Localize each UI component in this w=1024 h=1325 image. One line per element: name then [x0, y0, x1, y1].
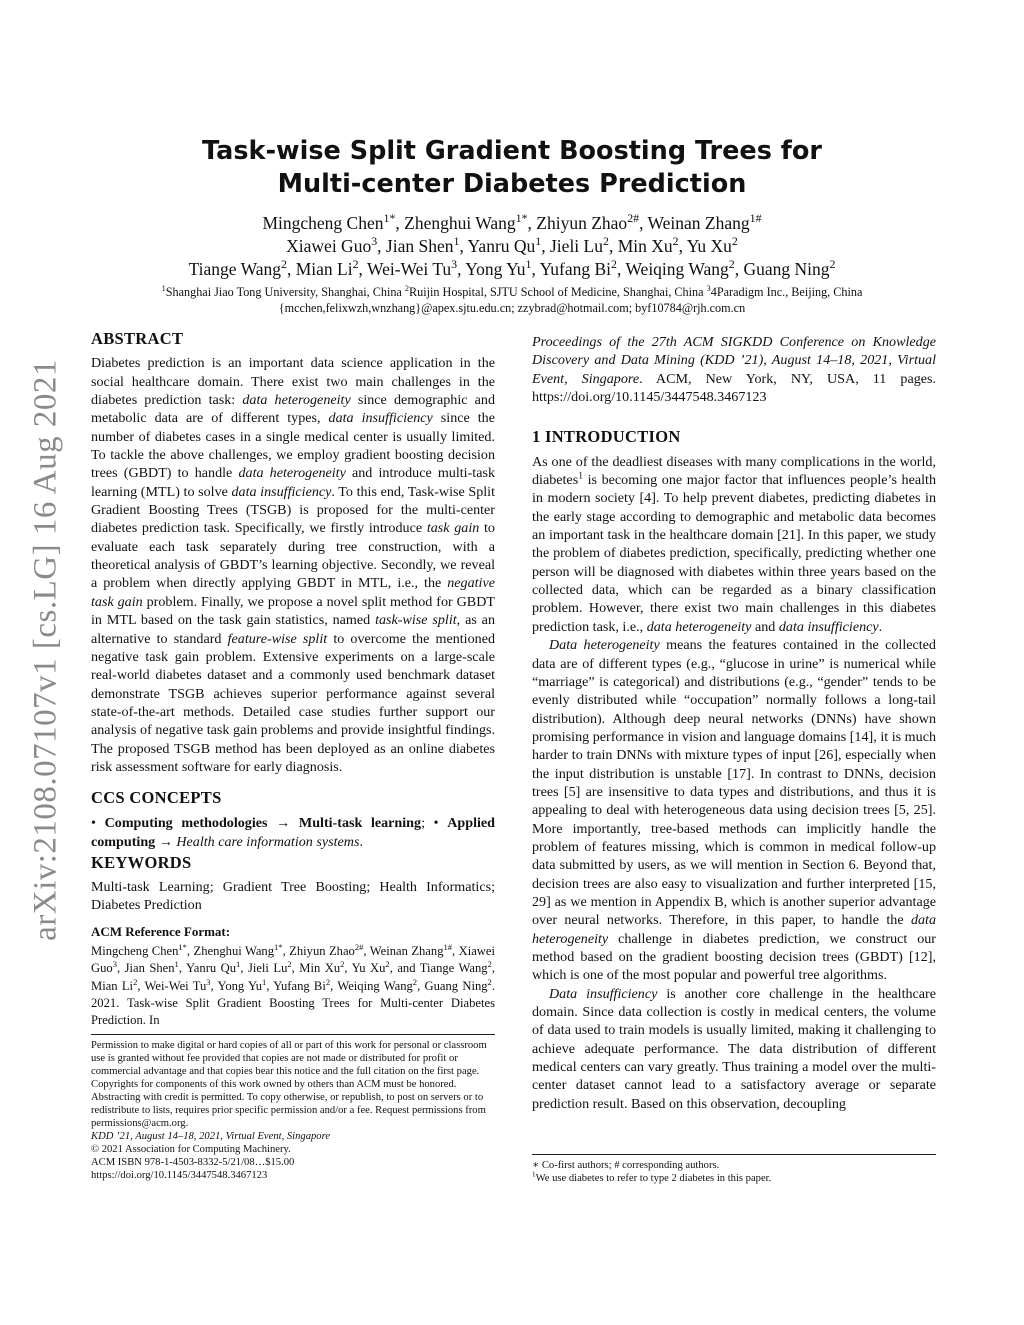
abstract-heading: ABSTRACT [91, 329, 184, 348]
footnotes [532, 1154, 936, 1185]
acm-reference-text: Mingcheng Chen$^{1*}$, Zhenghui Wang$^{1*}$, Zhiyun Zhao$^{2\#}$, Weinan Zhang$^{1\#}$, Xiawei Guo$^3$, Jian Shen$^1$, Yanru Qu$^1$, Jieli Lu$^2$, Min Xu$^2$, Yu Xu$^2$, and Tiange Wang$^2$, Mian Li$^2$, Wei-Wei Tu$^3$, Yong Yu$^1$, Yufang Bi$^2$, Weiqing Wang$^2$, Guang Ning$^2$. 2021. Task-wise Split Gradient Boosting Trees for Multi-center Diabetes Prediction. In [91, 941, 495, 1028]
footnote-authors: ∗ Co-first authors; # corresponding authors. [532, 1160, 720, 1171]
authors-line-1: Mingcheng Chen$^{1*}$, Zhenghui Wang$^{1*}$, Zhiyun Zhao$^{2\#}$, Weinan Zhang$^{1\#}$ [262, 211, 762, 233]
copyright-line: © 2021 Association for Computing Machinery. [91, 1144, 291, 1155]
authors-line-3: Tiange Wang$^2$, Mian Li$^2$, Wei-Wei Tu$^3$, Yong Yu$^1$, Yufang Bi$^2$, Weiqing Wang$^2$, Guang Ning$^2$ [188, 257, 836, 279]
ccs-heading: CCS CONCEPTS [91, 788, 222, 808]
intro-paragraph-1: As one of the deadliest diseases with many complications in the world, diabetes$^1$ is becoming one major factor that influences people’s health in modern society [4]. To help prevent diabetes, predicting diabetes in the early stage according to demographic and metabolic data becomes an important task in the healthcare domain [21]. In this paper, we study the problem of diabetes prediction, specifically, predicting whether one person will be diagnosed with diabetes within three years based on the collected data, which can be regarded as a binary classification problem. However, there exist two main challenges in this diabetes prediction task, i.e., data heterogeneity and data insufficiency. [532, 453, 936, 635]
acm-reference-continued: Proceedings of the 27th ACM SIGKDD Conference on Knowledge Discovery and Data Mining (KDD ’21), August 14–18, 2021, Virtual Event, Singapore. ACM, New York, NY, USA, 11 pages. https://doi.org/10.1145/3447548.3467123 [532, 334, 937, 406]
ccs-concepts: • Computing methodologies → Multi-task learning; • Applied computing → Health care information systems. [91, 814, 495, 850]
affiliations [0, 284, 1024, 316]
abstract-text: Diabetes prediction is an important data science application in the social healthcare domain. There exist two main challenges in the diabetes prediction task: data heterogeneity since demographic and metabolic data are of different types, data insufficiency since the number of diabetes cases in a single medical center is usually limited. To tackle the above challenges, we employ gradient boosting decision trees (GBDT) to handle data heterogeneity and introduce multi-task learning (MTL) to solve data insufficiency. To this end, Task-wise Split Gradient Boosting Trees (TSGB) is proposed for the multi-center diabetes prediction task. Specifically, we firstly introduce task gain to evaluate each task separately during tree construction, with a theoretical analysis of GBDT’s learning objective. Secondly, we reveal a problem when directly applying GBDT in MTL, i.e., the negative task gain problem. Finally, we propose a novel split method for GBDT in MTL based on the task gain statistics, named task-wise split, as an alternative to standard feature-wise split to overcome the mentioned negative task gain problem. Extensive experiments on a large-scale real-world diabetes dataset and a commonly used benchmark dataset demonstrate TSGB achieves superior performance against several state-of-the-art methods. Detailed case studies further support our analysis of negative task gain problems and provide insightful findings. The proposed TSGB method has been deployed as an online diabetes risk assessment software for early diagnosis. [91, 355, 495, 775]
doi-link[interactable]: https://doi.org/10.1145/3447548.3467123 [91, 1170, 268, 1181]
keywords-heading: KEYWORDS [91, 852, 192, 872]
intro-paragraph-3: Data insufficiency is another core challenge in the healthcare domain. Since data collection is costly in medical centers, the volume of data used to train models is usually limited, making it challenging to achieve adequate performance. The data distribution of different medical centers can vary greatly. Thus training a model over the multi-center dataset cannot lead to a satisfactory average or separate prediction result. Based on this observation, decoupling [532, 985, 937, 1112]
author-list [0, 212, 1024, 281]
intro-paragraph-2: Data heterogeneity means the features contained in the collected data are of different types (e.g., “glucose in urine” is numerical while “marriage” is categorical) and distributions (e.g., “gender” tends to be evenly distributed while “occupation” normally follows a long-tail distribution). Although deep neural networks (DNNs) have shown promising performance in vision and language domains [14], it is much harder to train DNNs with mixture types of input [26], especially when the input distribution is unstable [17]. In contrast to DNNs, decision trees [5] are insensitive to data types and distributions, and thus it is appealing to deal with heterogeneous data using decision trees [5, 25]. More importantly, tree-based methods can implicitly handle the problem of features missing, which is common in medical follow-up data submitted by users, as we will mention in Section 6. Beyond that, decision trees are also easy to visualization and further interpreted [15, 29] as we mention in Appendix B, which is another superior advantage over neural networks. Therefore, in this paper, to handle the data heterogeneity challenge in diabetes prediction, we construct our method based on the gradient boosting decision trees (GBDT) [12], which is one of the most popular and powerful tree algorithms. [532, 637, 936, 984]
title-line-1: Task-wise Split Gradient Boosting Trees for [202, 136, 822, 166]
conference-venue: KDD ’21, August 14–18, 2021, Virtual Event, Singapore [91, 1131, 331, 1142]
permission-notice [91, 1034, 495, 1182]
arxiv-id: arXiv:2108.07107v1 [cs.LG] 16 Aug 2021 [27, 359, 64, 941]
permission-text: Permission to make digital or hard copies of all or part of this work for personal or classroom use is granted without fee provided that copies are not made or distributed for profit or commercial advantage and that copies bear this notice and the full citation on the first page. Copyrights for components of this work owned by others than ACM must be honored. Abstracting with credit is permitted. To copy otherwise, or republish, to post on servers or to redistribute to lists, requires prior specific permission and/or a fee. Request permissions from permissions@acm.org. [91, 1040, 487, 1129]
authors-line-2: Xiawei Guo$^3$, Jian Shen$^1$, Yanru Qu$^1$, Jieli Lu$^2$, Min Xu$^2$, Yu Xu$^2$ [286, 234, 738, 256]
introduction-heading: 1 INTRODUCTION [532, 427, 681, 447]
author-emails: {mcchen,felixwzh,wnzhang}@apex.sjtu.edu.cn; zzybrad@hotmail.com; byf10784@rjh.com.cn [278, 301, 746, 315]
paper-title [0, 135, 1024, 201]
isbn-line: ACM ISBN 978-1-4503-8332-5/21/08…$15.00 [91, 1157, 295, 1168]
keywords-text: Multi-task Learning; Gradient Tree Boosting; Health Informatics; Diabetes Prediction [91, 878, 495, 914]
footnote-diabetes: $^1$We use diabetes to refer to type 2 diabetes in this paper. [532, 1170, 772, 1184]
left-column [91, 330, 495, 1029]
right-column [532, 333, 936, 1113]
affiliation-line: $^1$Shanghai Jiao Tong University, Shanghai, China $^2$Ruijin Hospital, SJTU School of Medicine, Shanghai, China $^3$4Paradigm Inc., Beijing, China [161, 283, 863, 299]
arxiv-stamp [26, 350, 66, 950]
acm-reference-tail: . 2021. Task-wise Split Gradient Boosting Trees for Multi-center Diabetes Prediction. In [91, 978, 495, 1028]
acm-reference-heading: ACM Reference Format: [91, 923, 231, 939]
title-line-2: Multi-center Diabetes Prediction [277, 169, 747, 199]
